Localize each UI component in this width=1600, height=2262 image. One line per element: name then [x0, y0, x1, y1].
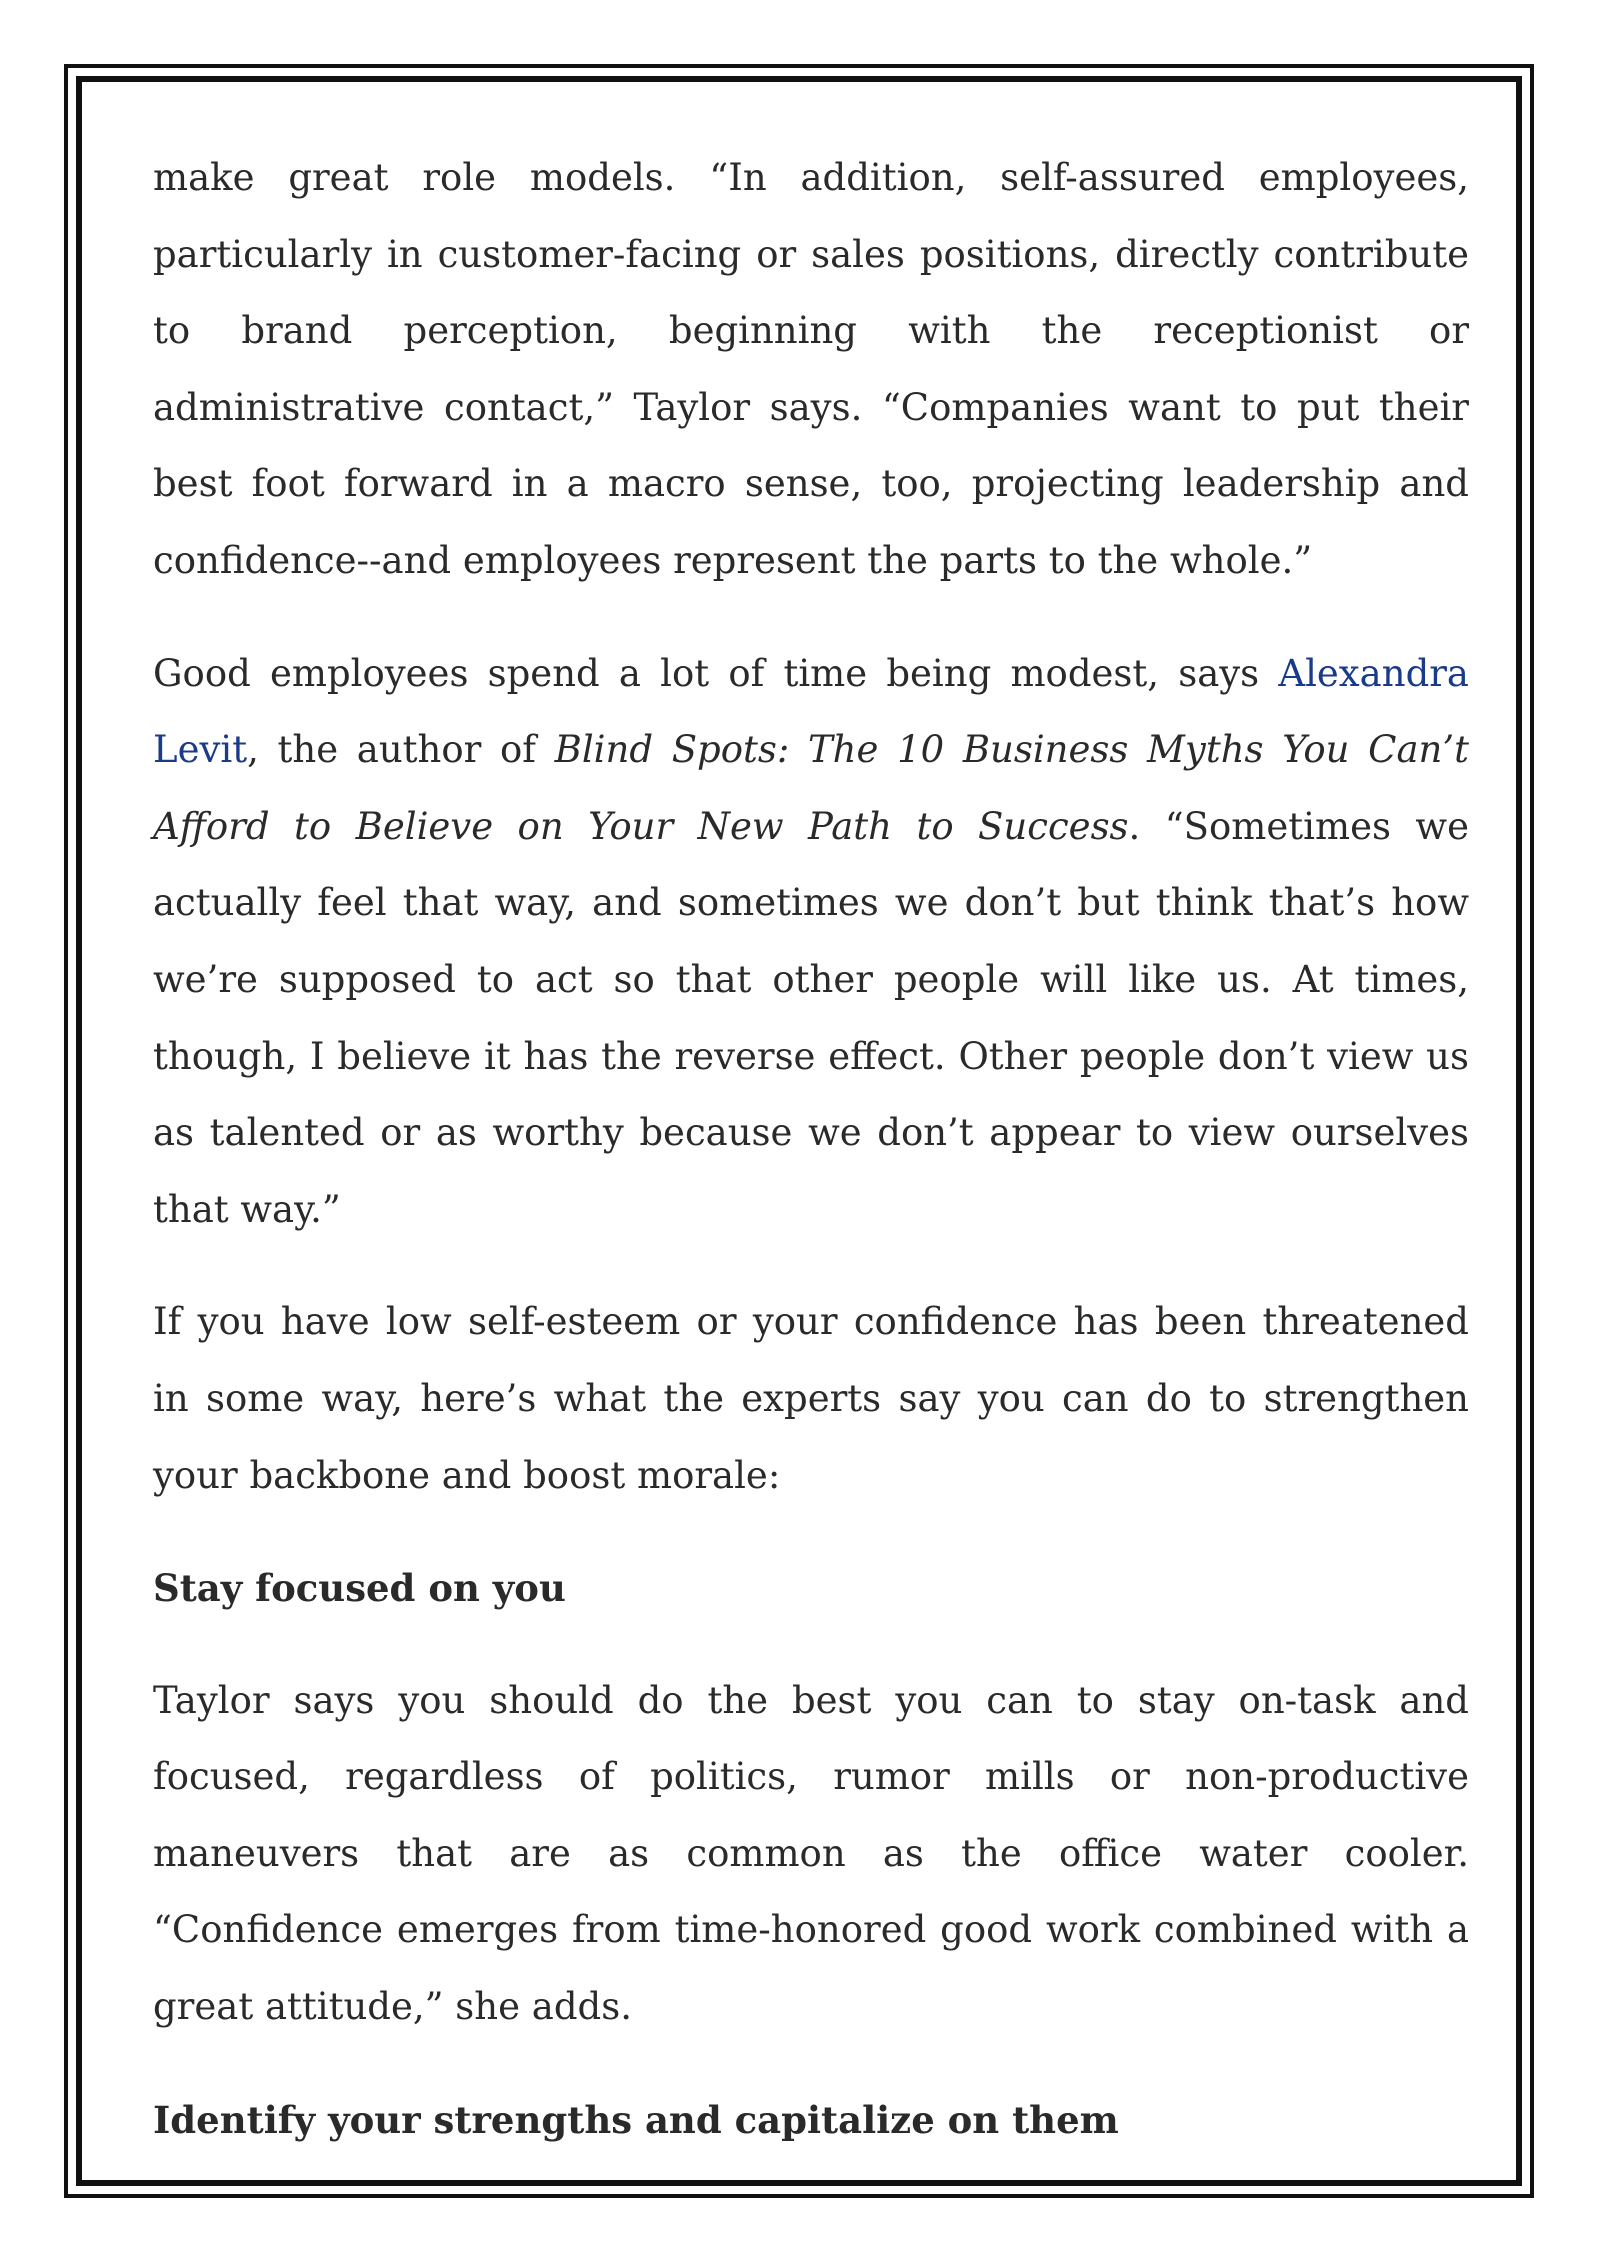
book-title: Blind Spots: The 10 Business Myths You Can’t Afford to Believe on Your New Path to Success: [153, 728, 1470, 848]
paragraph-role-models: make great role models. “In addition, self-assured employees, particularly in customer-facing or sales positions, directly contribute to brand perception, beginning with the receptionist or administrative contact,” Taylor says. “Companies want to put their best foot forward in a macro sense, too, projecting leadership and confidence--and employees represent the parts to the whole.”: [153, 156, 1469, 582]
alexandra-levit-link[interactable]: Alexandra Levit: [153, 651, 1469, 772]
paragraph-stay-on-task: Taylor says you should do the best you can to stay on-task and focused, regardless of politics, rumor mills or non-productive maneuvers that are as common as the office water cooler. “Confidence emerges from time-honored good work combined with a great attitude,” she adds.: [153, 1678, 1469, 2029]
paragraph-modesty-author: , the author of: [247, 728, 555, 772]
heading-identify-strengths: Identify your strengths and capitalize on them: [153, 2097, 1119, 2142]
paragraph-modesty: [153, 636, 1469, 1249]
paragraph-modesty-intro: Good employees spend a lot of time being modest, says: [153, 651, 1279, 695]
paragraph-low-self-esteem: If you have low self-esteem or your confidence has been threatened in some way, here’s what the experts say you can do to strengthen your backbone and boost morale:: [153, 1300, 1469, 1497]
heading-stay-focused: Stay focused on you: [153, 1566, 566, 1611]
paragraph-modesty-quote: . “Sometimes we actually feel that way, and sometimes we don’t but think that’s how we’re supposed to act so that other people will like us. At times, though, I believe it has the reverse effect. Other people don’t view us as talented or as worthy because we don’t appear to view ourselves that way.”: [153, 804, 1469, 1231]
document-body: [153, 140, 1469, 2194]
